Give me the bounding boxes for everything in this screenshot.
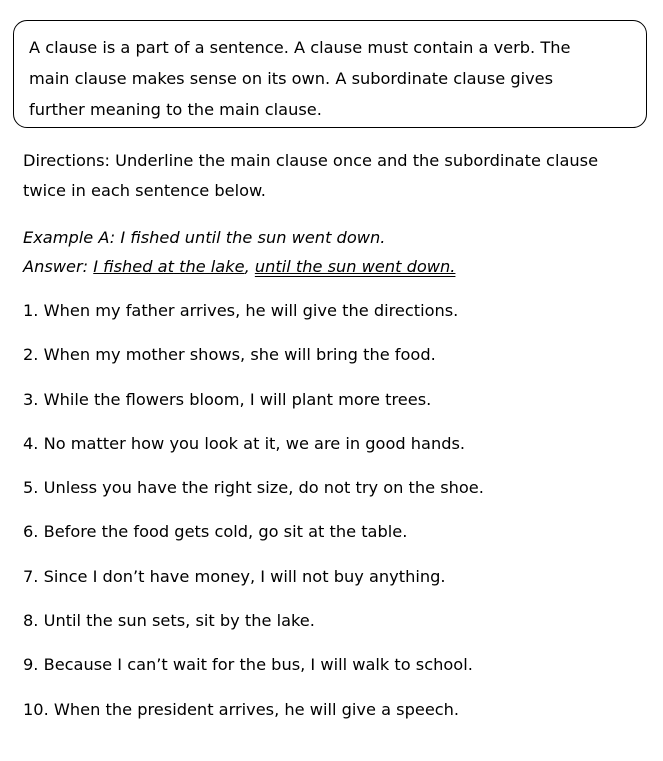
question-item: 6. Before the food gets cold, go sit at the table. <box>23 522 408 542</box>
main-clause: I fished at the lake <box>93 257 245 276</box>
question-item: 2. When my mother shows, she will bring the food. <box>23 345 436 365</box>
question-item: 5. Unless you have the right size, do not try on the shoe. <box>23 478 484 498</box>
question-item: 8. Until the sun sets, sit by the lake. <box>23 611 315 631</box>
subordinate-clause: until the sun went down. <box>254 257 456 276</box>
example-answer <box>23 252 655 281</box>
question-item: 9. Because I can’t wait for the bus, I will walk to school. <box>23 655 473 675</box>
definition-line: main clause makes sense on its own. A subordinate clause gives <box>29 69 554 88</box>
example-block <box>23 223 655 281</box>
answer-separator: , <box>244 257 255 276</box>
definition-box <box>13 20 647 128</box>
question-item: 4. No matter how you look at it, we are in good hands. <box>23 433 466 453</box>
directions-line: Directions: Underline the main clause once and the subordinate clause <box>23 151 599 170</box>
question-item: 7. Since I don’t have money, I will not buy anything. <box>23 566 446 586</box>
directions-line: twice in each sentence below. <box>23 181 266 200</box>
question-item: 1. When my father arrives, he will give the directions. <box>23 301 459 320</box>
question-list <box>23 296 655 739</box>
answer-label: Answer: <box>23 257 94 276</box>
definition-line: further meaning to the main clause. <box>29 100 322 119</box>
example-sentence: Example A: I fished until the sun went down. <box>23 228 386 247</box>
definition-line: A clause is a part of a sentence. A clause must contain a verb. The <box>29 38 571 57</box>
question-item: 3. While the flowers bloom, I will plant more trees. <box>23 389 432 409</box>
directions <box>23 146 655 206</box>
question-item: 10. When the president arrives, he will give a speech. <box>23 699 460 719</box>
